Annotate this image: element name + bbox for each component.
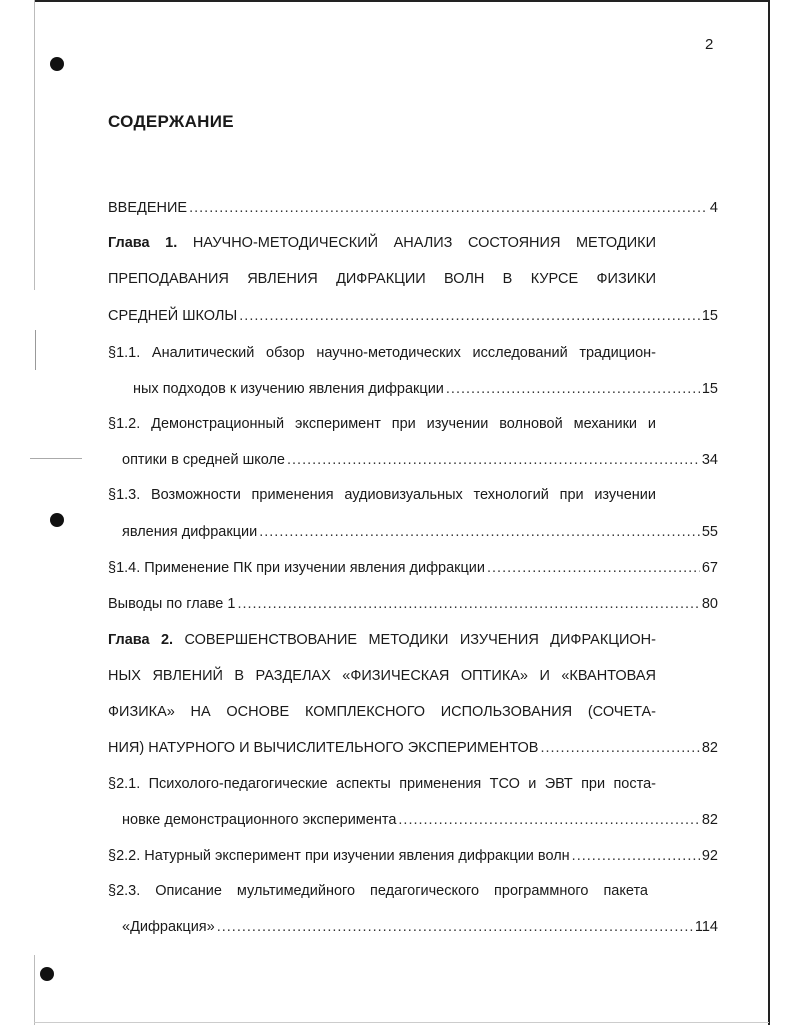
toc-entry-text: оптики в средней школе xyxy=(122,452,285,468)
toc-section-1-2-line2 xyxy=(122,452,718,468)
toc-entry-text: СРЕДНЕЙ ШКОЛЫ xyxy=(108,308,238,324)
toc-section-2-3-line1: §2.3. Описание мультимедийного педагогического программного пакета xyxy=(108,883,648,899)
toc-page-number: 82 xyxy=(701,740,718,756)
punch-hole-bottom xyxy=(40,967,54,981)
toc-page-number: 114 xyxy=(694,919,718,935)
toc-chapter2-line4 xyxy=(108,740,718,756)
toc-chapter2-line3: ФИЗИКА» НА ОСНОВЕ КОМПЛЕКСНОГО ИСПОЛЬЗОВАНИЯ (СОЧЕТА- xyxy=(108,704,656,720)
toc-entry-text: НИЯ) НАТУРНОГО И ВЫЧИСЛИТЕЛЬНОГО ЭКСПЕРИМЕНТОВ xyxy=(108,740,539,756)
scan-scratch xyxy=(30,458,82,459)
toc-chapter2-line1 xyxy=(108,632,656,648)
dot-leader xyxy=(287,452,700,468)
toc-page-number: 92 xyxy=(701,848,718,864)
toc-section-1-4 xyxy=(108,560,718,576)
dot-leader xyxy=(487,560,700,576)
page-number: 2 xyxy=(705,36,714,53)
dot-leader xyxy=(239,308,700,324)
dot-leader xyxy=(217,919,693,935)
toc-section-2-3-line2 xyxy=(122,919,718,935)
toc-section-2-1-line1: §2.1. Психолого-педагогические аспекты применения ТСО и ЭВТ при поста- xyxy=(108,776,656,792)
toc-entry-text: явления дифракции xyxy=(122,524,258,540)
scan-edge-left xyxy=(34,0,35,290)
toc-entry-text: §2.2. Натурный эксперимент при изучении явления дифракции волн xyxy=(108,848,570,864)
toc-entry-text: §1.4. Применение ПК при изучении явления дифракции xyxy=(108,560,485,576)
toc-section-2-2 xyxy=(108,848,718,864)
toc-chapter1-line2: ПРЕПОДАВАНИЯ ЯВЛЕНИЯ ДИФРАКЦИИ ВОЛН В КУРСЕ ФИЗИКИ xyxy=(108,271,656,287)
chapter-label: Глава 2. xyxy=(108,632,174,648)
dot-leader xyxy=(540,740,699,756)
chapter-title: НАУЧНО-МЕТОДИЧЕСКИЙ АНАЛИЗ СОСТОЯНИЯ МЕТОДИКИ xyxy=(192,235,657,251)
toc-conclusions-ch1 xyxy=(108,596,718,612)
punch-hole-middle xyxy=(50,513,64,527)
dot-leader xyxy=(259,524,700,540)
scan-edge-top xyxy=(34,0,769,2)
toc-page-number: 67 xyxy=(701,560,718,576)
toc-section-1-2-line1: §1.2. Демонстрационный эксперимент при изучении волновой механики и xyxy=(108,416,656,432)
toc-section-2-1-line2 xyxy=(122,812,718,828)
toc-page-number: 82 xyxy=(701,812,718,828)
chapter-title: СОВЕРШЕНСТВОВАНИЕ МЕТОДИКИ ИЗУЧЕНИЯ ДИФРАКЦИОН- xyxy=(184,632,656,648)
toc-entry-text: «Дифракция» xyxy=(122,919,215,935)
scan-edge-right xyxy=(768,0,770,1025)
toc-entry-intro xyxy=(108,200,718,216)
dot-leader xyxy=(446,381,700,397)
toc-page-number: 34 xyxy=(701,452,718,468)
toc-entry-text: Выводы по главе 1 xyxy=(108,596,236,612)
toc-section-1-1-line2 xyxy=(133,381,718,397)
dot-leader xyxy=(572,848,700,864)
toc-section-1-1-line1: §1.1. Аналитический обзор научно-методических исследований традицион- xyxy=(108,345,656,361)
toc-page-number: 15 xyxy=(701,381,718,397)
toc-chapter2-line2: НЫХ ЯВЛЕНИЙ В РАЗДЕЛАХ «ФИЗИЧЕСКАЯ ОПТИКА» И «КВАНТОВАЯ xyxy=(108,668,656,684)
dot-leader xyxy=(237,596,699,612)
scan-edge-bottom xyxy=(34,1022,769,1023)
toc-entry-text: ВВЕДЕНИЕ xyxy=(108,200,188,216)
toc-section-1-3-line1: §1.3. Возможности применения аудиовизуальных технологий при изучении xyxy=(108,487,656,503)
page-title: СОДЕРЖАНИЕ xyxy=(108,112,234,131)
dot-leader xyxy=(189,200,708,216)
toc-page-number: 80 xyxy=(701,596,718,612)
punch-hole-top xyxy=(50,57,64,71)
toc-entry-text: новке демонстрационного эксперимента xyxy=(122,812,397,828)
toc-chapter1-line3 xyxy=(108,308,718,324)
dot-leader xyxy=(398,812,699,828)
toc-page-number: 55 xyxy=(701,524,718,540)
toc-section-1-3-line2 xyxy=(122,524,718,540)
toc-page-number: 15 xyxy=(701,308,718,324)
chapter-label: Глава 1. xyxy=(108,235,178,251)
scan-edge-left-mark xyxy=(35,330,36,370)
scan-edge-left-bottom xyxy=(34,955,35,1025)
toc-entry-text: ных подходов к изучению явления дифракции xyxy=(133,381,444,397)
toc-page-number: 4 xyxy=(709,200,718,216)
toc-chapter1-line1 xyxy=(108,235,656,251)
